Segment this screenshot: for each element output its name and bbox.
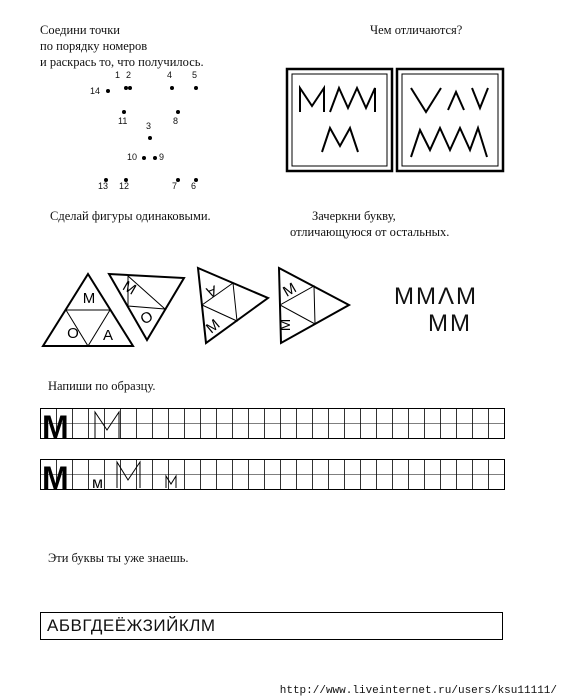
sample-small: м (92, 475, 103, 492)
alphabet-text: АБВГДЕЁЖЗИЙКЛМ (47, 616, 216, 635)
dot-label-3: 3 (146, 121, 152, 131)
task6-title: Эти буквы ты уже знаешь. (48, 551, 189, 565)
triangle-1-letter-top: М (82, 290, 96, 307)
dot-label-9: 9 (159, 152, 165, 162)
dot-label-5: 5 (192, 70, 198, 80)
dot-label-14: 14 (90, 86, 101, 96)
triangle-4-letter-1: М (280, 279, 300, 301)
triangle-1-letter-left: О (67, 325, 79, 342)
task4-row-1: ММΛМ (394, 283, 479, 310)
dot-label-4: 4 (167, 70, 173, 80)
dot-label-13: 13 (98, 181, 109, 191)
task4-row-2: ММ (428, 310, 472, 337)
triangle-4-letter-2: М (277, 318, 294, 332)
task1-line-2: по порядку номеров (40, 39, 148, 53)
triangle-2-letter-1: М (119, 277, 139, 299)
task1-line-1: Соедини точки (40, 23, 120, 37)
trace-letter-2 (117, 462, 140, 488)
dot-label-8: 8 (173, 116, 179, 126)
dot-label-11: 11 (118, 116, 128, 126)
dot-label-10: 10 (127, 152, 138, 162)
dot-label-1: 1 (115, 70, 121, 80)
task4-line-1: Зачеркни букву, (312, 209, 396, 223)
task3-title: Сделай фигуры одинаковыми. (50, 209, 211, 223)
task5-title: Напиши по образцу. (48, 379, 156, 393)
triangle-1-letter-right: А (102, 327, 114, 344)
alphabet-box (40, 612, 503, 640)
triangle-2-letter-2: О (137, 307, 157, 329)
task1-line-3: и раскрась то, что получилось. (40, 55, 204, 69)
triangle-3-letter-1: А (203, 281, 220, 301)
sample-big-1: М (42, 409, 69, 445)
dot-label-2: 2 (126, 70, 132, 80)
task4-line-2: отличающуюся от остальных. (290, 225, 450, 239)
dot-label-7: 7 (172, 181, 178, 191)
triangle-3-letter-2: М (202, 316, 224, 338)
task2-title: Чем отличаются? (370, 23, 463, 37)
dot-label-6: 6 (191, 181, 197, 191)
dot-label-12: 12 (119, 181, 130, 191)
trace-letter-3 (166, 476, 176, 488)
sample-big-2: М (42, 460, 69, 496)
trace-letter-1 (95, 412, 119, 438)
footer-url[interactable]: http://www.liveinternet.ru/users/ksu11111/ (279, 685, 557, 697)
